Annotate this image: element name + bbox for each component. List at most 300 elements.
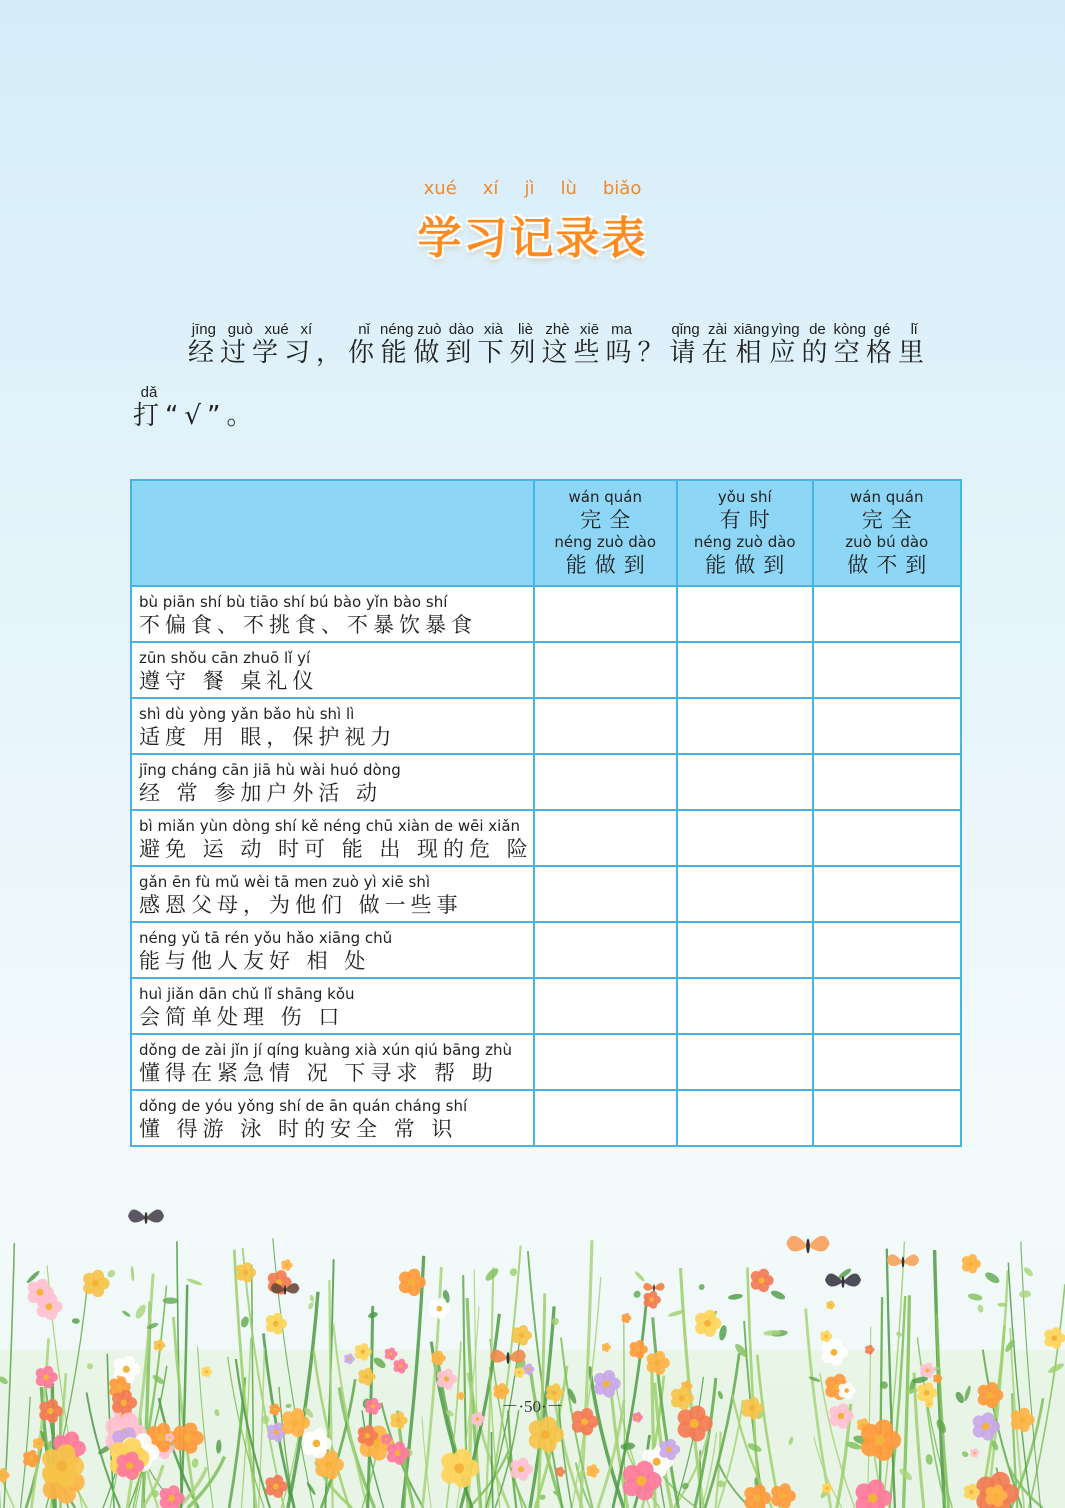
header-row <box>131 480 961 586</box>
flower-center <box>925 1368 929 1372</box>
leaf <box>134 1303 148 1320</box>
header-pinyin: néng zuò dào <box>693 533 796 551</box>
check-sometimes-can-cell[interactable] <box>677 978 813 1034</box>
leaf <box>240 1316 251 1329</box>
flower-petal <box>168 1485 180 1497</box>
intro-hanzi: 能 <box>380 338 414 368</box>
flower-petal <box>968 1254 977 1263</box>
flower-center <box>831 1349 838 1356</box>
item-text: 懂得在紧急情 况 下寻求 帮 助 <box>139 1061 498 1085</box>
header-blank-cell <box>131 480 534 586</box>
flower-center <box>625 1317 628 1320</box>
check-fully-can-cell[interactable] <box>534 978 677 1034</box>
flower-petal <box>499 1383 506 1390</box>
flower-petal <box>117 1372 121 1376</box>
check-fully-can-cell[interactable] <box>534 1034 677 1090</box>
record-table <box>130 479 962 1147</box>
intro-word <box>133 384 166 431</box>
flower-center <box>117 1385 123 1391</box>
flower-center <box>649 1298 654 1303</box>
check-sometimes-can-cell[interactable] <box>677 642 813 698</box>
butterfly-body <box>145 1212 148 1224</box>
intro-hanzi: ， <box>316 338 349 368</box>
intro-hanzi: “√”。 <box>165 401 259 431</box>
flower-center <box>0 1473 4 1477</box>
flower-petal <box>394 1441 405 1452</box>
check-cannot-cell[interactable] <box>813 698 961 754</box>
flower-center <box>559 1471 562 1474</box>
intro-pinyin: kòng <box>833 321 866 338</box>
check-fully-can-cell[interactable] <box>534 586 677 642</box>
item-pinyin: gǎn ēn fù mǔ wèi tā men zuò yì xiē shì <box>139 873 430 891</box>
intro-pinyin: de <box>801 321 834 338</box>
item-pinyin: dǒng de yóu yǒng shí de ān quán cháng shí <box>139 1097 468 1115</box>
flower-center <box>825 1335 828 1338</box>
table-row <box>131 754 961 810</box>
check-cannot-cell[interactable] <box>813 866 961 922</box>
table-row <box>131 1034 961 1090</box>
check-sometimes-can-cell[interactable] <box>677 1034 813 1090</box>
intro-pinyin: xiē <box>573 321 606 338</box>
flower-center <box>667 1447 672 1452</box>
flower-petal <box>273 1475 283 1485</box>
check-fully-can-cell[interactable] <box>534 866 677 922</box>
leaf <box>770 1289 787 1301</box>
flower-petal <box>936 1374 940 1378</box>
intro-hanzi: 你 <box>348 338 381 368</box>
flower-petal <box>408 1269 420 1281</box>
item-pinyin: huì jiǎn dān chǔ lǐ shāng kǒu <box>139 985 355 1003</box>
butterfly-wing <box>786 1236 808 1252</box>
intro-hanzi: 到 <box>445 338 478 368</box>
title-pinyin-syllable: xué <box>423 178 457 199</box>
flower-center <box>157 1434 164 1441</box>
flower-center <box>408 1279 415 1286</box>
intro-pinyin: néng <box>380 321 414 338</box>
intro-hanzi: 这 <box>541 338 574 368</box>
intro-pinyin: xiāng <box>733 321 770 338</box>
flower-petal <box>824 1330 829 1335</box>
flower-center <box>29 1457 33 1461</box>
check-cannot-cell[interactable] <box>813 1034 961 1090</box>
intro-pinyin: zài <box>701 321 734 338</box>
title-pinyin-syllable: xí <box>482 178 499 199</box>
header-cannot <box>813 480 961 586</box>
intro-pinyin: qǐng <box>669 321 702 338</box>
item-pinyin: bù piān shí bù tiāo shí bú bào yǐn bào shí <box>139 593 448 611</box>
flower-center <box>541 1430 550 1439</box>
flower-petal <box>874 1420 893 1439</box>
header-fully-can <box>534 480 677 586</box>
page-number: －·50·－ <box>501 1397 564 1416</box>
flower-center <box>436 1356 440 1360</box>
item-cell <box>131 978 534 1034</box>
intro-pinyin: zuò <box>413 321 446 338</box>
item-text: 不偏食、不挑食、不暴饮暴食 <box>139 613 477 637</box>
flower-petal <box>924 1382 933 1391</box>
flower-petal <box>365 1425 374 1434</box>
intro-hanzi: 格 <box>865 338 898 368</box>
header-text: 有时 <box>719 508 778 532</box>
flower-center <box>636 1347 641 1352</box>
flower-petal <box>973 1448 977 1452</box>
flower-center <box>396 1418 400 1422</box>
flower-center <box>973 1452 975 1454</box>
flower-petal <box>92 1270 104 1282</box>
intro-word <box>509 321 542 368</box>
intro-word <box>380 321 414 368</box>
table-row <box>131 642 961 698</box>
check-sometimes-can-cell[interactable] <box>677 754 813 810</box>
check-fully-can-cell[interactable] <box>534 698 677 754</box>
intro-pinyin: yìng <box>769 321 802 338</box>
intro-word <box>669 321 702 368</box>
flower-petal <box>993 1484 1003 1494</box>
intro-word <box>897 321 930 368</box>
flower-center <box>205 1370 208 1373</box>
flower-center <box>868 1493 877 1502</box>
header-text: 能做到 <box>705 553 793 577</box>
header-pinyin: wán quán <box>850 488 924 506</box>
flower-center <box>348 1358 351 1361</box>
item-cell <box>131 754 534 810</box>
check-fully-can-cell[interactable] <box>534 922 677 978</box>
check-sometimes-can-cell[interactable] <box>677 866 813 922</box>
intro-hanzi: 的 <box>801 338 834 368</box>
flower-petal <box>64 1432 79 1447</box>
item-text: 适度 用 眼，保护视力 <box>139 725 397 749</box>
page-title: 学习记录表 <box>417 213 648 264</box>
intro-hanzi: 空 <box>833 338 866 368</box>
butterfly-wing <box>643 1283 654 1291</box>
leaf <box>634 1270 646 1282</box>
flower-center <box>518 1371 521 1374</box>
flower-center <box>875 1435 885 1445</box>
flower-center <box>56 1461 67 1472</box>
flower-center <box>826 1487 829 1490</box>
intro-line-2 <box>133 385 259 432</box>
flower-petal <box>37 1437 43 1443</box>
intro-word <box>701 321 734 368</box>
intro-word <box>573 321 606 368</box>
flower-petal <box>540 1417 556 1433</box>
butterfly-wing <box>903 1254 919 1266</box>
butterfly-wing <box>146 1209 164 1222</box>
flower-center <box>581 1418 588 1425</box>
intro-hanzi: 做 <box>413 338 446 368</box>
flower-petal <box>779 1483 790 1494</box>
intro-word <box>638 338 670 368</box>
flower-petal <box>704 1310 716 1322</box>
header-text: 完全 <box>580 508 639 532</box>
check-cannot-cell[interactable] <box>813 642 961 698</box>
item-pinyin: néng yǔ tā rén yǒu hǎo xiāng chǔ <box>139 929 393 947</box>
flower-petal <box>325 1450 338 1463</box>
flower-center <box>46 1303 53 1310</box>
flower-center <box>123 1366 130 1373</box>
flower-petal <box>385 1434 390 1439</box>
flower-petal <box>444 1369 453 1378</box>
flower-center <box>395 1450 401 1456</box>
flower-center <box>1019 1417 1025 1423</box>
intro-word <box>605 321 638 368</box>
intro-hanzi: 列 <box>509 338 542 368</box>
leaf <box>72 1318 80 1324</box>
intro-word <box>801 321 834 368</box>
flower-petal <box>925 1363 932 1370</box>
title-pinyin <box>0 178 1065 202</box>
check-cannot-cell[interactable] <box>813 810 961 866</box>
flower-petal <box>36 1279 48 1291</box>
flower-center <box>780 1493 786 1499</box>
flower-center <box>399 1364 403 1368</box>
item-text: 经 常 参加户外活 动 <box>139 781 383 805</box>
flower-petal <box>758 1269 769 1280</box>
butterfly-body <box>284 1285 286 1295</box>
flower-center <box>274 1430 279 1435</box>
item-pinyin: dǒng de zài jǐn jí qíng kuàng xià xún qiú bāng zhù <box>139 1041 512 1059</box>
flower-petal <box>45 1293 57 1305</box>
flower-center <box>690 1419 699 1428</box>
butterfly-body <box>507 1352 510 1364</box>
butterfly-body <box>653 1284 655 1291</box>
flower-petal <box>552 1383 560 1391</box>
check-sometimes-can-cell[interactable] <box>677 1090 813 1146</box>
flower-center <box>969 1490 973 1494</box>
intro-pinyin: dǎ <box>133 384 165 401</box>
table-row <box>131 1090 961 1146</box>
butterfly-body <box>902 1257 905 1268</box>
intro-pinyin: dào <box>445 321 478 338</box>
leaf <box>632 1289 642 1299</box>
flower-petal <box>205 1366 210 1371</box>
table-row <box>131 978 961 1034</box>
intro-hanzi: 些 <box>573 338 606 368</box>
header-sometimes-can <box>677 480 813 586</box>
intro-word <box>413 321 446 368</box>
flower-center <box>454 1463 464 1473</box>
flower-center <box>184 1434 192 1442</box>
flower-center <box>605 1346 607 1348</box>
intro-hanzi: 下 <box>477 338 510 368</box>
check-cannot-cell[interactable] <box>813 922 961 978</box>
flower-petal <box>605 1343 609 1347</box>
flower-center <box>385 1438 388 1441</box>
flower-center <box>285 1264 288 1267</box>
flower-petal <box>844 1382 852 1390</box>
flower-petal <box>312 1428 325 1441</box>
intro-hanzi: 相 <box>733 338 770 368</box>
intro-word <box>165 401 259 431</box>
butterfly-wing <box>128 1209 146 1222</box>
intro-pinyin: gé <box>865 321 898 338</box>
intro-pinyin: xià <box>477 321 510 338</box>
intro-word <box>733 321 770 368</box>
table-row <box>131 922 961 978</box>
flower-petal <box>519 1325 528 1334</box>
check-fully-can-cell[interactable] <box>534 754 677 810</box>
leaf <box>983 1270 1001 1285</box>
flower-petal <box>868 1480 885 1497</box>
flower-petal <box>861 1418 867 1424</box>
check-sometimes-can-cell[interactable] <box>677 810 813 866</box>
flower-center <box>603 1380 610 1387</box>
flower-petal <box>361 1343 369 1351</box>
flower-center <box>313 1440 321 1448</box>
flower-petal <box>398 1359 405 1366</box>
flower-petal <box>123 1356 135 1368</box>
intro-word <box>188 321 317 368</box>
intro-word <box>348 321 381 368</box>
leaf <box>106 1268 116 1278</box>
item-text: 能与他人友好 相 处 <box>139 949 371 973</box>
intro-hanzi: 在 <box>701 338 734 368</box>
flower-center <box>653 1458 661 1466</box>
intro-word <box>541 321 574 368</box>
intro-hanzi: 经过学习 <box>188 338 317 368</box>
flower-center <box>43 1374 49 1380</box>
item-cell <box>131 698 534 754</box>
item-text: 避免 运 动 时可 能 出 现的危 险 <box>139 837 533 861</box>
flower-petal <box>969 1484 976 1491</box>
item-cell <box>131 642 534 698</box>
intro-word <box>833 321 866 368</box>
flower-center <box>993 1493 999 1499</box>
title-pinyin-syllable: lù <box>560 178 577 199</box>
check-cannot-cell[interactable] <box>813 978 961 1034</box>
leaf <box>895 1331 903 1338</box>
flower-center <box>168 1495 175 1502</box>
flower-petal <box>0 1468 7 1475</box>
check-fully-can-cell[interactable] <box>534 810 677 866</box>
leaf <box>698 1283 706 1291</box>
check-sometimes-can-cell[interactable] <box>677 922 813 978</box>
title-pinyin-syllable: jì <box>524 178 535 199</box>
intro-pinyin: ma <box>605 321 638 338</box>
check-sometimes-can-cell[interactable] <box>677 698 813 754</box>
flower-petal <box>285 1259 290 1264</box>
flower-center <box>37 1442 40 1445</box>
flower-petal <box>603 1370 615 1382</box>
flower-center <box>158 1344 161 1347</box>
check-fully-can-cell[interactable] <box>534 1090 677 1146</box>
header-pinyin: zuò bú dào <box>845 533 929 551</box>
table-row <box>131 866 961 922</box>
intro-word <box>316 338 348 368</box>
intro-word <box>769 321 802 368</box>
intro-hanzi: 应 <box>769 338 802 368</box>
leaf <box>967 1292 983 1301</box>
item-cell <box>131 922 534 978</box>
flower-center <box>518 1466 524 1472</box>
table-row <box>131 586 961 642</box>
flower-petal <box>654 1351 665 1362</box>
leaf <box>1022 1266 1034 1278</box>
flower-petal <box>43 1366 53 1376</box>
intro-hanzi: 吗 <box>605 338 638 368</box>
intro-pinyin: jīng guò xué xí <box>188 321 316 338</box>
table-row <box>131 698 961 754</box>
check-cannot-cell[interactable] <box>813 1090 961 1146</box>
title-pinyin-syllable: biǎo <box>602 178 642 199</box>
title-block <box>0 178 1065 266</box>
check-sometimes-can-cell[interactable] <box>677 586 813 642</box>
flower-petal <box>274 1422 283 1431</box>
flower-petal <box>126 1452 139 1465</box>
intro-word <box>477 321 510 368</box>
flower-meadow-illustration <box>0 1150 1065 1508</box>
item-pinyin: shì dù yòng yǎn bǎo hù shì lì <box>139 705 355 723</box>
flower-petal <box>591 1464 597 1470</box>
flower-center <box>92 1280 99 1287</box>
flower-petal <box>437 1298 447 1308</box>
intro-word <box>865 321 898 368</box>
leaf <box>186 1277 203 1286</box>
item-cell <box>131 866 534 922</box>
flower-center <box>476 1417 480 1421</box>
flower-center <box>243 1270 248 1275</box>
flower-petal <box>168 1433 172 1437</box>
flower-center <box>936 1377 938 1379</box>
intro-line-1 <box>188 322 930 369</box>
leaf <box>130 1266 135 1282</box>
intro-pinyin: lǐ <box>897 321 930 338</box>
intro-hanzi: 里 <box>897 338 930 368</box>
flower-petal <box>559 1467 564 1472</box>
flower-petal <box>436 1351 443 1358</box>
header-text: 能做到 <box>565 553 653 577</box>
flower-petal <box>348 1354 353 1359</box>
flower-petal <box>829 1301 833 1305</box>
item-cell <box>131 1090 534 1146</box>
item-text: 遵守 餐 桌礼仪 <box>139 669 319 693</box>
item-pinyin: jīng cháng cān jiā hù wài huó dòng <box>139 761 401 779</box>
intro-hanzi: ？ <box>637 338 670 368</box>
flower-center <box>704 1320 711 1327</box>
header-pinyin: néng zuò dào <box>554 533 657 551</box>
flower-petal <box>273 1313 283 1323</box>
table-body <box>131 586 961 1146</box>
item-text: 感恩父母，为他们 做一些事 <box>139 893 463 917</box>
flower-petal <box>116 1376 126 1386</box>
flower-petal <box>868 1345 872 1349</box>
check-cannot-cell[interactable] <box>813 754 961 810</box>
flower-petal <box>184 1423 198 1437</box>
check-fully-can-cell[interactable] <box>534 642 677 698</box>
header-pinyin: wán quán <box>568 488 642 506</box>
butterfly-wing <box>887 1254 903 1266</box>
flower-center <box>527 1368 530 1371</box>
check-cannot-cell[interactable] <box>813 586 961 642</box>
flower-center <box>126 1462 133 1469</box>
header-pinyin: yǒu shí <box>717 488 772 506</box>
flower-center <box>754 1495 761 1502</box>
flower-center <box>759 1277 765 1283</box>
flower-center <box>591 1469 594 1472</box>
flower-petal <box>636 1461 654 1479</box>
flower-center <box>437 1306 443 1312</box>
leaf <box>728 1293 743 1300</box>
leaf <box>309 1294 315 1302</box>
flower-petal <box>276 1270 287 1281</box>
flower-center <box>37 1289 44 1296</box>
leaf <box>307 1302 314 1311</box>
flower-center <box>829 1304 831 1306</box>
item-cell <box>131 1034 534 1090</box>
table-row <box>131 810 961 866</box>
flower-center <box>361 1350 365 1354</box>
flower-petal <box>753 1484 765 1496</box>
